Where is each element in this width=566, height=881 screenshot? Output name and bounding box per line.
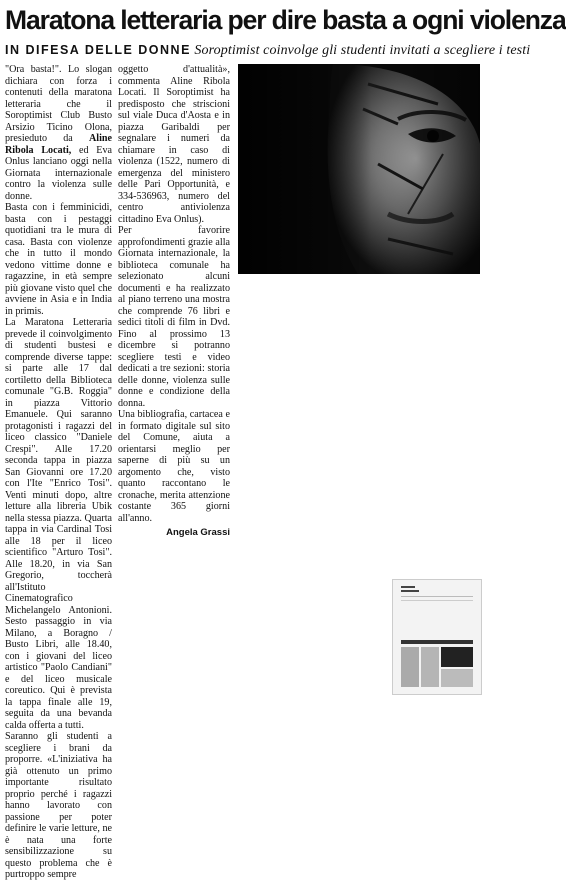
woman-face-image bbox=[238, 64, 480, 274]
paragraph-4: Saranno gli studenti a scegliere i brani da proporre. «L'iniziativa ha già ottenuto un primo importante risultato proprio perché i ragazzi hanno lavorato con passione per poter definire le varie letture, ne è nata una forte sensibilizzazione su questo problema che è purtroppo sempre bbox=[5, 731, 112, 880]
paragraph-1-end: ed Eva Onlus lanciano oggi nella Giornata internazionale contro la violenza sulle donne. bbox=[5, 144, 112, 202]
article-headline: Maratona letteraria per dire basta a ogni violenza bbox=[5, 5, 566, 35]
section-kicker: IN DIFESA DELLE DONNE bbox=[5, 43, 191, 57]
newspaper-page-thumbnail bbox=[392, 579, 482, 695]
bold-name: Aline Ribola Locati, bbox=[5, 133, 112, 156]
paragraph-3: La Maratona Letteraria prevede il coinvolgimento di studenti bustesi e comprende diverse tappe: si parte alle 17 dal cortiletto della Biblioteca comunale "G.B. Roggia" in piazza Vittorio Emanuele. Qui saranno protagonisti i ragazzi del liceo classico "Daniele Crespi". Alle 17.20 seconda tappa in piazza San Giovanni ore 17.20 con l'Ite "Enrico Tosi". Venti minuti dopo, altre letture alla libreria Ubik nella stessa piazza. Quarta tappa in via Cardinal Tosi alle 18 per il liceo scientifico "Arturo Tosi". Alle 18.20, in via San Gregorio, toccherà all'Istituto Cinematografico Michelangelo Antonioni. Sesto passaggio in via Milano, a Boragno / Busto Libri, alle 18.40, con i giovani del liceo artistico "Paolo Candiani" e del liceo musicale coreutico. Qui è prevista la tappa finale alle 19, seguita da una bevanda calda offerta a tutti. bbox=[5, 317, 112, 731]
article-deck: Soroptimist coinvolge gli studenti invitati a scegliere i testi bbox=[194, 43, 531, 58]
article-photo bbox=[238, 64, 480, 274]
paragraph-2: Basta con i femminicidi, basta con i pestaggi quotidiani tra le mura di casa. Basta con violenze che in tutto il mondo vedono vittime donne e ragazzine, in età sempre più giovane visto quel che avviene in Asia e in India in primis. bbox=[5, 202, 112, 317]
paragraph-1-start: "Ora basta!". Lo slogan dichiara con forza i contenuti della maratona letteraria che il Soroptimist Club Busto Arsizio Ticino Olona, presieduto da bbox=[5, 64, 112, 144]
paragraph-5: oggetto d'attualità», commenta Aline Ribola Locati. Il Soroptimist ha predisposto che striscioni sul viale Duca d'Aosta e in piazza Garibaldi per segnalare i numeri da chiamare in caso di violenza (1522, numero di emergenza del ministero delle Pari Opportunità, e 334-536963, numero del centro antiviolenza cittadino Eva Onlus). bbox=[118, 64, 230, 225]
paragraph-7: Una bibliografia, cartacea e in formato digitale sul sito del Comune, aiuta a orientarsi meglio per saperne di più su un argomento che, visto quanto raccontano le cronache, merita attenzione costante 365 giorni all'anno. bbox=[118, 409, 230, 524]
article-subheadline bbox=[5, 40, 531, 60]
paragraph-6: Per favorire approfondimenti grazie alla Giornata internazionale, la biblioteca comunale ha selezionato alcuni documenti e ha realizzato al piano terreno una mostra che comprende 76 libri e sedici titoli di film in Dvd. Fino al prossimo 13 dicembre si potranno scegliere testi e video dedicati a tre sezioni: storia delle donne, violenza sulle donne e condizione della donna. bbox=[118, 225, 230, 409]
author-signature: Angela Grassi bbox=[166, 527, 230, 538]
article-column-1 bbox=[5, 64, 112, 881]
paragraph-1 bbox=[5, 64, 112, 202]
page-thumbnail-image bbox=[393, 580, 481, 694]
article-column-2 bbox=[118, 64, 230, 539]
